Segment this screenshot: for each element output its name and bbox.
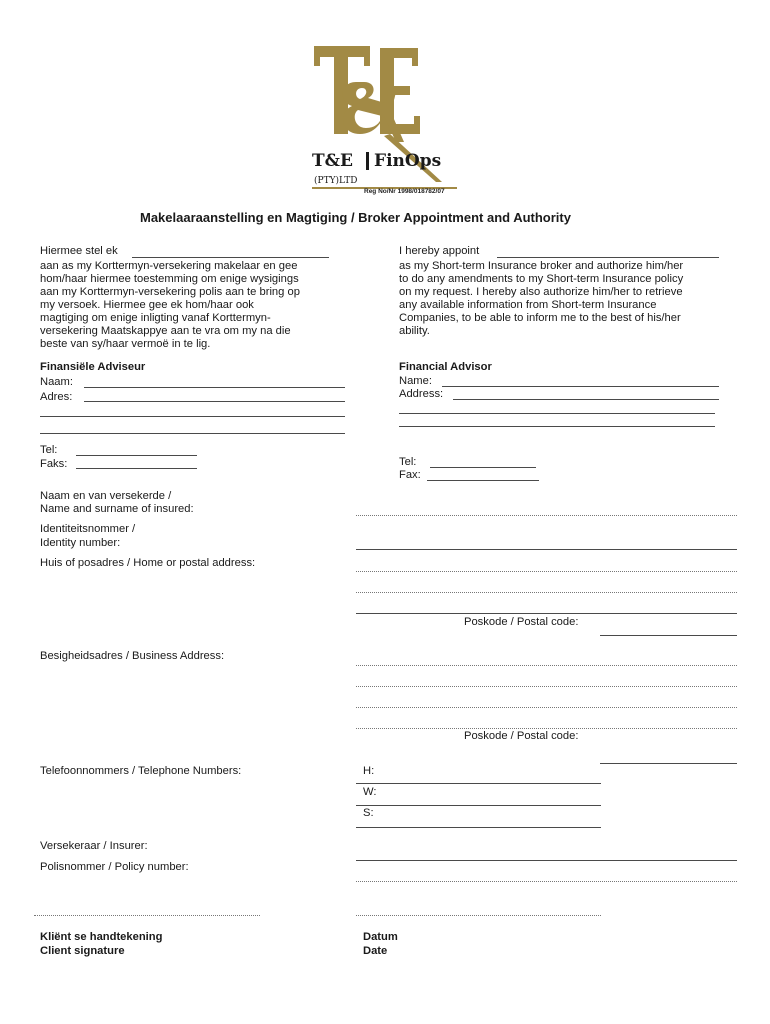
insured-name-label-af: Naam en van versekerde / [40, 490, 172, 502]
business-address-label: Besigheidsadres / Business Address: [40, 650, 225, 662]
home-address-line-1[interactable] [356, 571, 737, 572]
phone-cell-line[interactable] [356, 827, 601, 828]
logo-wordmark-right: FinOps [374, 151, 442, 171]
insured-id-label-af: Identiteitsnommer / [40, 523, 136, 535]
company-logo [310, 42, 460, 200]
af-line-5: magtiging om enige inligting vanaf Korttermyn- [40, 312, 271, 324]
af-line-0: Hiermee stel ek [40, 245, 118, 257]
af-line-6: versekering Maatskappye aan te vra om my na die [40, 325, 291, 337]
insured-name-line[interactable] [356, 515, 737, 516]
insurer-line[interactable] [356, 860, 737, 861]
adviser-af-heading: Finansiële Adviseur [40, 361, 146, 373]
phone-work-line[interactable] [356, 805, 601, 806]
date-label-en: Date [363, 945, 388, 957]
business-address-line-4[interactable] [356, 728, 737, 729]
registration-number: Reg No/Nr 1998/018782/07 [364, 188, 445, 195]
en-line-0: I hereby appoint [399, 245, 480, 257]
home-postal-code-line[interactable] [600, 635, 737, 636]
adviser-en-tel-label: Tel: [399, 456, 417, 468]
client-signature-line[interactable] [34, 915, 260, 916]
adviser-en-address-label: Address: [399, 388, 444, 400]
client-signature-label-af: Kliënt se handtekening [40, 931, 163, 943]
adviser-af-address-line-1[interactable] [84, 401, 345, 402]
af-appoint-line[interactable] [132, 257, 329, 258]
insured-name-label-en: Name and surname of insured: [40, 503, 194, 515]
adviser-en-address-line-3[interactable] [399, 426, 715, 427]
en-line-2: to do any amendments to my Short-term Insurance policy [399, 273, 684, 285]
business-postal-code-line[interactable] [600, 763, 737, 764]
phone-numbers-label: Telefoonnommers / Telephone Numbers: [40, 765, 242, 777]
af-line-3: aan my Korttermyn-versekering polis aan te bring op [40, 286, 300, 298]
adviser-en-fax-label: Fax: [399, 469, 421, 481]
policy-number-label: Polisnommer / Policy number: [40, 861, 189, 873]
adviser-af-fax-line[interactable] [76, 468, 197, 469]
date-label-af: Datum [363, 931, 398, 943]
adviser-af-name-line[interactable] [84, 387, 345, 388]
phone-home-line[interactable] [356, 783, 601, 784]
adviser-en-address-line-2[interactable] [399, 413, 715, 414]
insurer-label: Versekeraar / Insurer: [40, 840, 148, 852]
phone-cell-label: S: [363, 807, 374, 819]
home-address-label: Huis of posadres / Home or postal address: [40, 557, 256, 569]
insured-id-label-en: Identity number: [40, 537, 121, 549]
adviser-af-tel-label: Tel: [40, 444, 58, 456]
phone-work-label: W: [363, 786, 377, 798]
en-line-3: on my request. I hereby also authorize him/her to retrieve [399, 286, 683, 298]
date-line[interactable] [356, 915, 601, 916]
en-line-1: as my Short-term Insurance broker and authorize him/her [399, 260, 684, 272]
home-address-line-3[interactable] [356, 613, 737, 614]
logo-wordmark-left: T&E [312, 151, 353, 171]
adviser-af-address-line-3[interactable] [40, 433, 345, 434]
phone-home-label: H: [363, 765, 375, 777]
af-line-7: beste van sy/haar vermoë in te lig. [40, 338, 211, 350]
adviser-en-fax-line[interactable] [427, 480, 539, 481]
adviser-af-fax-label: Faks: [40, 458, 68, 470]
home-address-line-2[interactable] [356, 592, 737, 593]
en-line-5: Companies, to be able to inform me to the best of his/her [399, 312, 681, 324]
policy-number-line[interactable] [356, 881, 737, 882]
adviser-af-address-label: Adres: [40, 391, 73, 403]
page-title: Makelaaraanstelling en Magtiging / Broker Appointment and Authority [140, 210, 571, 225]
af-line-2: hom/haar hiermee toestemming om enige wysigings [40, 273, 299, 285]
business-address-line-3[interactable] [356, 707, 737, 708]
adviser-en-name-line[interactable] [442, 386, 719, 387]
adviser-en-heading: Financial Advisor [399, 361, 492, 373]
adviser-en-tel-line[interactable] [430, 467, 536, 468]
adviser-en-name-label: Name: [399, 375, 432, 387]
adviser-af-tel-line[interactable] [76, 455, 197, 456]
business-postal-code-label: Poskode / Postal code: [464, 730, 579, 742]
home-postal-code-label: Poskode / Postal code: [464, 616, 579, 628]
logo-pty-ltd: (PTY)LTD [314, 176, 358, 186]
adviser-af-address-line-2[interactable] [40, 416, 345, 417]
en-appoint-line[interactable] [497, 257, 719, 258]
adviser-af-name-label: Naam: [40, 376, 73, 388]
af-line-1: aan as my Korttermyn-versekering makelaar en gee [40, 260, 298, 272]
adviser-en-address-line-1[interactable] [453, 399, 719, 400]
en-line-4: any available information from Short-term Insurance [399, 299, 657, 311]
business-address-line-1[interactable] [356, 665, 737, 666]
logo-graphic [310, 42, 460, 200]
af-line-4: my versoek. Hiermee gee ek hom/haar ook [40, 299, 254, 311]
insured-id-line[interactable] [356, 549, 737, 550]
en-line-6: ability. [399, 325, 430, 337]
client-signature-label-en: Client signature [40, 945, 125, 957]
business-address-line-2[interactable] [356, 686, 737, 687]
